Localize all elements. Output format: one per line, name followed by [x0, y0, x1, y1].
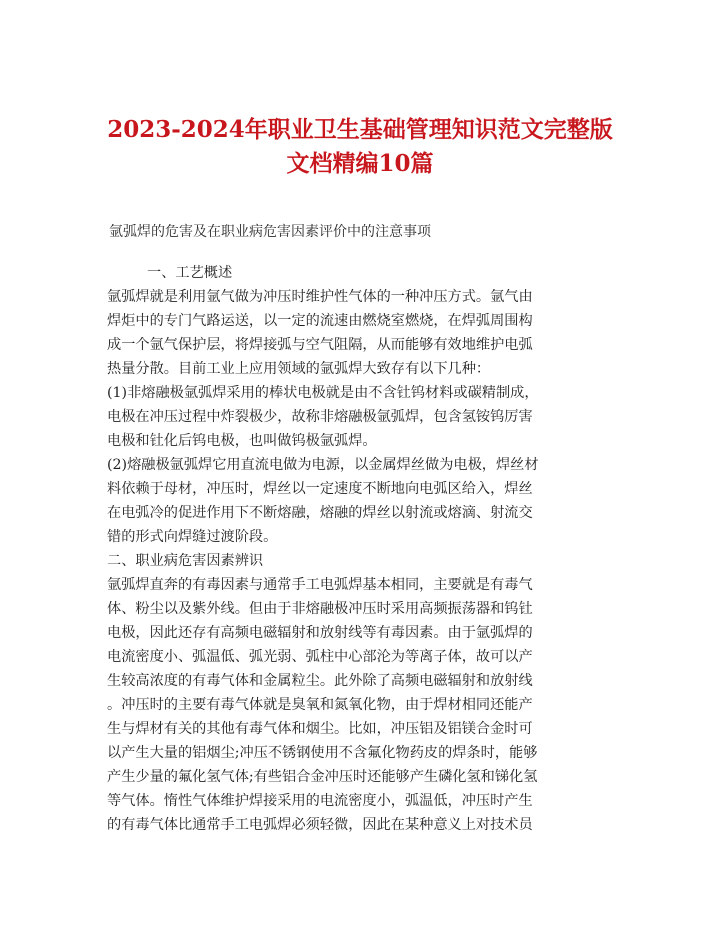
body-text-line: (2)熔融极氩弧焊它用直流电做为电源，以金属焊丝做为电极，焊丝材	[107, 457, 539, 473]
body-text-line: 电极和钍化后钨电极，也叫做钨极氩弧焊。	[107, 433, 377, 449]
body-text-line: 焊炬中的专门气路运送，以一定的流速由燃烧室燃烧，在焊弧周围构	[107, 313, 533, 329]
body-text-line: 料依赖于母材，冲压时，焊丝以一定速度不断地向电弧区给入，焊丝	[107, 481, 533, 497]
body-text-line: 产生少量的氟化氢气体;有些铝合金冲压时还能够产生磷化氢和锑化氢	[107, 769, 538, 785]
body-text-line: (1)非熔融极氩弧焊采用的棒状电极就是由不含钍钨材料或碳精制成，	[107, 385, 539, 401]
document-title-line-2: 文档精编10篇	[286, 150, 434, 177]
body-text-line: 。冲压时的主要有毒气体就是臭氧和氮氧化物，由于焊材相同还能产	[107, 697, 533, 713]
body-text-line: 体、粉尘以及紫外线。但由于非熔融极冲压时采用高频振荡器和钨钍	[107, 601, 533, 617]
body-text-line: 错的形式向焊缝过渡阶段。	[107, 529, 278, 545]
body-text-line: 成一个氩气保护层，将焊接弧与空气阻隔，从而能够有效地维护电弧	[107, 337, 533, 353]
body-text-line: 以产生大量的铝烟尘;冲压不锈钢使用不含氟化物药皮的焊条时，能够	[107, 745, 538, 761]
body-text-line: 生与焊材有关的其他有毒气体和烟尘。比如，冲压铝及铝镁合金时可	[107, 721, 533, 737]
document-body	[107, 261, 613, 837]
section-heading-hazard-identification: 二、职业病危害因素辨识	[107, 553, 264, 569]
body-text-line: 在电弧冷的促进作用下不断熔融，熔融的焊丝以射流或熔滴、射流交	[107, 505, 533, 521]
body-text-line: 等气体。惰性气体维护焊接采用的电流密度小，弧温低，冲压时产生	[107, 793, 533, 809]
document-title-line-1: 2023-2024年职业卫生基础管理知识范文完整版	[107, 116, 613, 143]
body-text-line: 电极在冲压过程中炸裂极少，故称非熔融极氩弧焊，包含氢铵钨厉害	[107, 409, 533, 425]
body-text-line: 氩弧焊就是利用氩气做为冲压时维护性气体的一种冲压方式。氩气由	[107, 289, 533, 305]
body-text-line: 氩弧焊直奔的有毒因素与通常手工电弧焊基本相同，主要就是有毒气	[107, 577, 533, 593]
body-text-line: 电极，因此还存有高频电磁辐射和放射线等有毒因素。由于氩弧焊的	[107, 625, 533, 641]
body-text-line: 生较高浓度的有毒气体和金属粒尘。此外除了高频电磁辐射和放射线	[107, 673, 533, 689]
article-heading: 氩弧焊的危害及在职业病危害因素评价中的注意事项	[109, 224, 431, 240]
body-text-line: 电流密度小、弧温低、弧光弱、弧柱中心部沦为等离子体，故可以产	[107, 649, 533, 665]
section-heading-process-overview: 一、工艺概述	[147, 265, 233, 281]
body-text-line: 热量分散。目前工业上应用领域的氩弧焊大致存有以下几种：	[107, 361, 491, 377]
body-text-line: 的有毒气体比通常手工电弧焊必须轻微，因此在某种意义上对技术员	[107, 817, 533, 833]
